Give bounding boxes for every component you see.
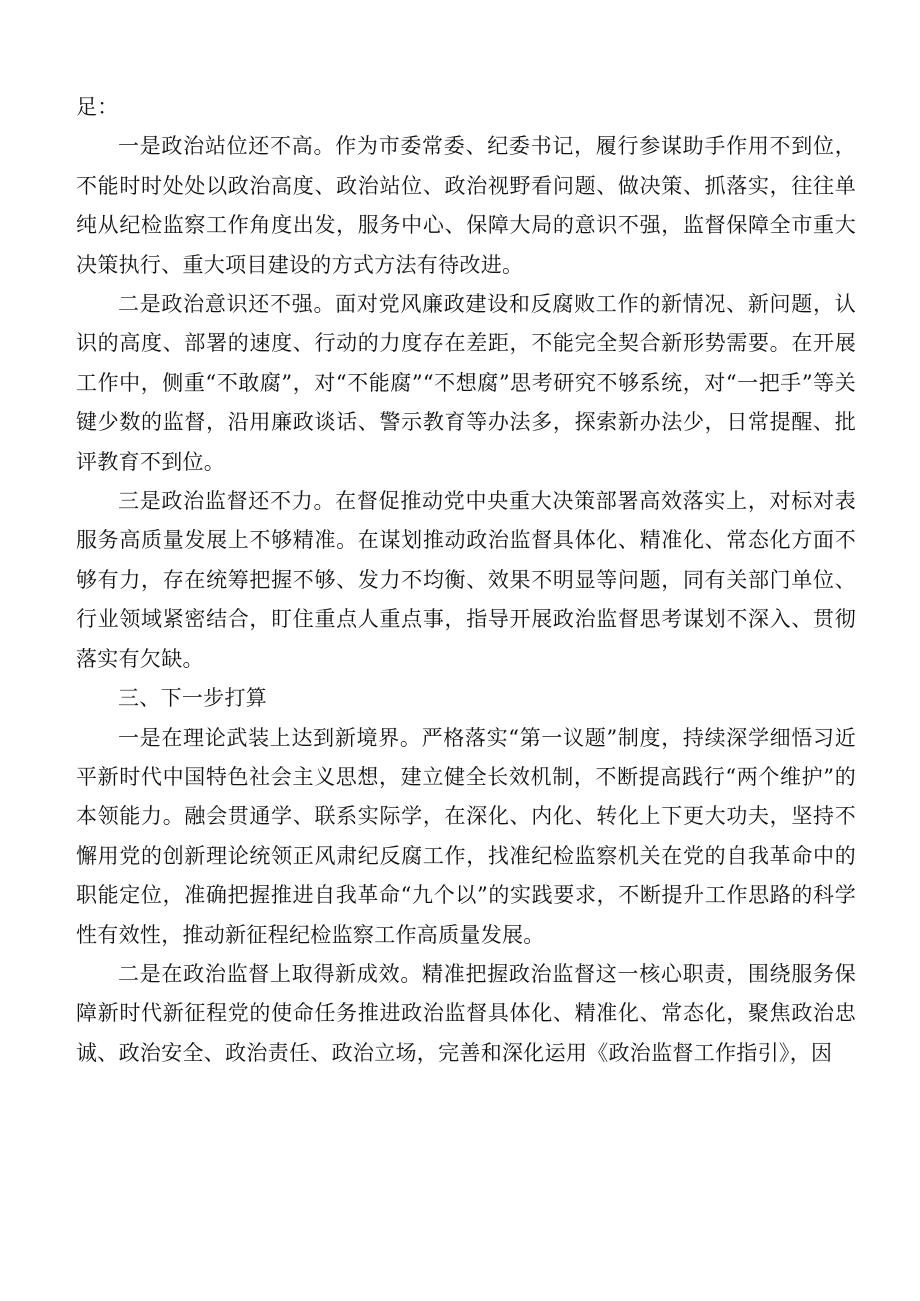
plan-paragraph-theory: 一是在理论武装上达到新境界。严格落实“第一议题”制度，持续深学细悟习近平新时代中国特色社会主义思想，建立健全长效机制，不断提高践行“两个维护”的本领能力。融会贯通学、联系实际学，在深化、内化、转化上下更大功夫，坚持不懈用党的创新理论统领正风肃纪反腐工作，找准纪检监察机关在党的自我革命中的职能定位，准确把握推进自我革命“九个以”的实践要求，不断提升工作思路的科学性有效性，推动新征程纪检监察工作高质量发展。 bbox=[76, 725, 856, 947]
paragraph-political-awareness: 二是政治意识还不强。面对党风廉政建设和反腐败工作的新情况、新问题，认识的高度、部署的速度、行动的力度存在差距，不能完全契合新形势需要。在开展工作中，侧重“不敢腐”，对“不能腐”“不想腐”思考研究不够系统，对“一把手”等关键少数的监督，沿用廉政谈话、警示教育等办法多，探索新办法少，日常提醒、批评教育不到位。 bbox=[76, 292, 856, 474]
paragraph-political-stance: 一是政治站位还不高。作为市委常委、纪委书记，履行参谋助手作用不到位，不能时时处处以政治高度、政治站位、政治视野看问题、做决策、抓落实，往往单纯从纪检监察工作角度出发，服务中心、保障大局的意识不强，监督保障全市重大决策执行、重大项目建设的方式方法有待改进。 bbox=[76, 134, 856, 277]
paragraph-political-supervision: 三是政治监督还不力。在督促推动党中央重大决策部署高效落实上，对标对表服务高质量发展上不够精准。在谋划推动政治监督具体化、精准化、常态化方面不够有力，存在统筹把握不够、发力不均衡、效果不明显等问题，同有关部门单位、行业领域紧密结合，盯住重点人重点事，指导开展政治监督思考谋划不深入、贯彻落实有欠缺。 bbox=[76, 489, 856, 671]
document-page bbox=[76, 88, 856, 1073]
plan-paragraph-supervision: 二是在政治监督上取得新成效。精准把握政治监督这一核心职责，围绕服务保障新时代新征程党的使命任务推进政治监督具体化、精准化、常态化，聚焦政治忠诚、政治安全、政治责任、政治立场，完善和深化运用《政治监督工作指引》，因 bbox=[76, 961, 856, 1065]
continuation-text: 足： bbox=[76, 95, 119, 119]
section-heading-next-steps: 三、下一步打算 bbox=[118, 686, 268, 711]
